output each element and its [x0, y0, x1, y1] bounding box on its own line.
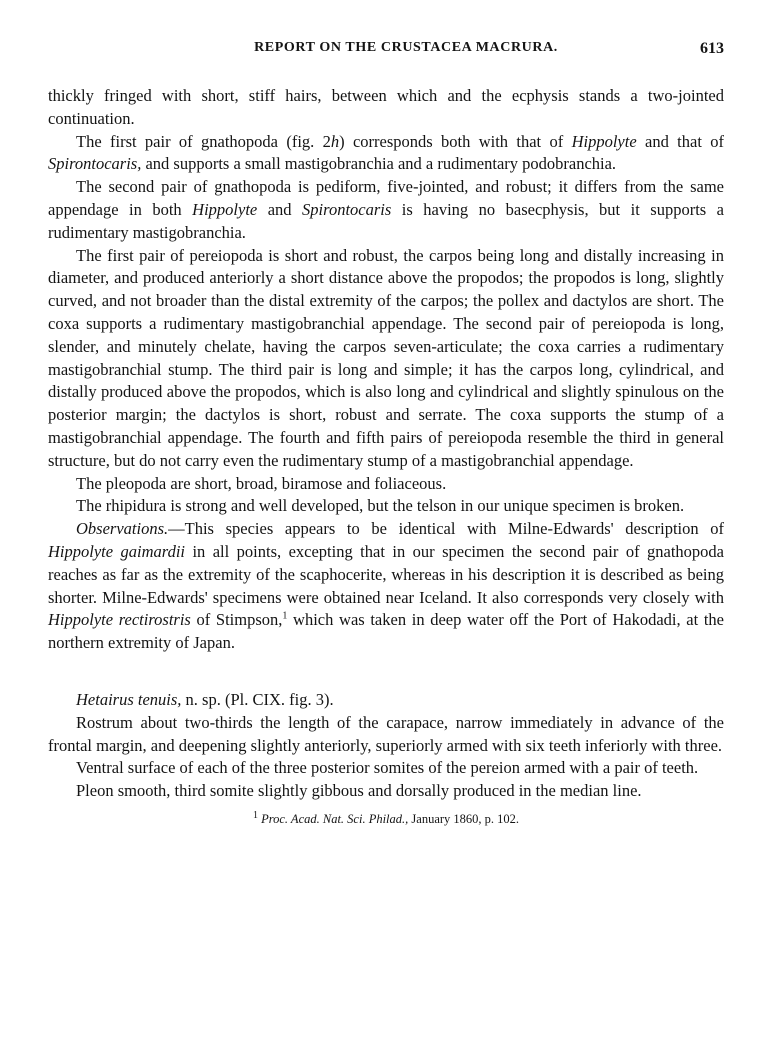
text-span: of Stimpson, [190, 610, 283, 630]
paragraph-text: The pleopoda are short, broad, biramose and foliaceous. [76, 473, 447, 493]
footnote-mark: 1 [252, 809, 258, 821]
species-heading-rest: n. sp. (Pl. CIX. fig. 3). [181, 689, 334, 709]
genus-name: Spirontocaris, [48, 154, 142, 174]
species-heading [48, 689, 724, 712]
page-number: 613 [700, 40, 724, 57]
text-span: The first pair of gnathopoda (fig. 2 [76, 131, 331, 151]
species-name: Hippolyte rectirostris [48, 610, 191, 630]
paragraph-text: The first pair of pereiopoda is short and robust, the carpos being long and distally increasing in diameter, and produced anteriorly a short distance above the propodos; the propodos is long, slightly curved, and not broader than the distal extremity of the carpos; the pollex and dactylos are short. The coxa supports a rudimentary mastigobranchial appendage. The second pair of pereiopoda is long, slender, and minutely chelate, having the carpos seven-articulate; the coxa carries a rudimentary mastigobranchial stump. The third pair is long and simple; it has the carpos long, cylindrical, and distally produced above the propodos, which is also long and cylindrical and slightly spinulous on the posterior margin; the dactylos is short, robust and serrate. The coxa supports the stump of a mastigobranchial appendage. The fourth and fifth pairs of pereiopoda resemble the third in general structure, but do not carry even the rudimentary stump of a mastigobranchial appendage. [48, 245, 724, 470]
paragraph-text: Rostrum about two-thirds the length of the carapace, narrow immediately in advance of the frontal margin, and deepening slightly anteriorly, superiorly armed with six teeth inferiorly with three. [48, 712, 724, 755]
paragraph-pleon [48, 780, 724, 803]
text-span: is having no basecphysis, but it supports a rudimentary mastigobranchia. [48, 199, 725, 242]
text-span: The second pair of gnathopoda is pediform, five-jointed, and robust; it differs from the same appendage in both [48, 177, 724, 219]
body-text [48, 85, 724, 803]
running-header [48, 40, 724, 62]
genus-name: Hippolyte [571, 131, 637, 151]
footnote-source: Proc. Acad. Nat. Sci. Philad., [261, 811, 409, 826]
paragraph-text: The rhipidura is strong and well developed, but the telson in our unique specimen is broken. [76, 496, 685, 516]
text-span: and that of [636, 131, 724, 151]
text-span: in all points, excepting that in our specimen the second pair of gnathopoda reaches as far as the extremity of the scaphocerite, whereas in his description it is described as being shorter. Milne-Edwards' specimens were obtained near Iceland. It also corresponds very closely with [48, 541, 724, 607]
page [48, 40, 724, 827]
paragraph-pleopoda [48, 473, 724, 496]
observations-label: Observations. [76, 519, 169, 539]
text-span: which was taken in deep water off the Port of Hakodadi, at the northern extremity of Japan. [48, 610, 724, 653]
paragraph-ventral-surface [48, 757, 724, 780]
text-span: —This species appears to be identical with Milne-Edwards' description of [168, 519, 724, 539]
paragraph-observations [48, 518, 724, 655]
genus-name: Spirontocaris [302, 199, 392, 219]
paragraph-second-gnathopoda [48, 176, 724, 244]
section-gap [48, 655, 724, 689]
paragraph-first-gnathopoda [48, 131, 724, 177]
text-span: ) corresponds both with that of [339, 131, 572, 151]
footnote-text: January 1860, p. 102. [408, 811, 520, 826]
paragraph-rostrum [48, 712, 724, 758]
footnote [48, 811, 724, 827]
paragraph-pereiopoda [48, 245, 724, 473]
species-heading-name: Hetairus tenuis, [76, 689, 182, 709]
species-name: Hippolyte gaimardii [48, 541, 185, 561]
paragraph-text: Ventral surface of each of the three posterior somites of the pereion armed with a pair of teeth. [76, 758, 699, 778]
genus-name: Hippolyte [192, 199, 258, 219]
paragraph-rhipidura [48, 495, 724, 518]
text-span: and [257, 199, 303, 219]
paragraph-continuation [48, 85, 724, 131]
paragraph-text: Pleon smooth, third somite slightly gibbous and dorsally produced in the median line. [76, 781, 642, 801]
footnote-reference: 1 [282, 610, 288, 622]
figure-letter: h [330, 131, 340, 151]
paragraph-text: thickly fringed with short, stiff hairs, between which and the ecphysis stands a two-jointed continuation. [48, 86, 724, 128]
text-span: and supports a small mastigobranchia and a rudimentary podobranchia. [141, 154, 617, 174]
running-title: REPORT ON THE CRUSTACEA MACRURA. [254, 40, 558, 55]
